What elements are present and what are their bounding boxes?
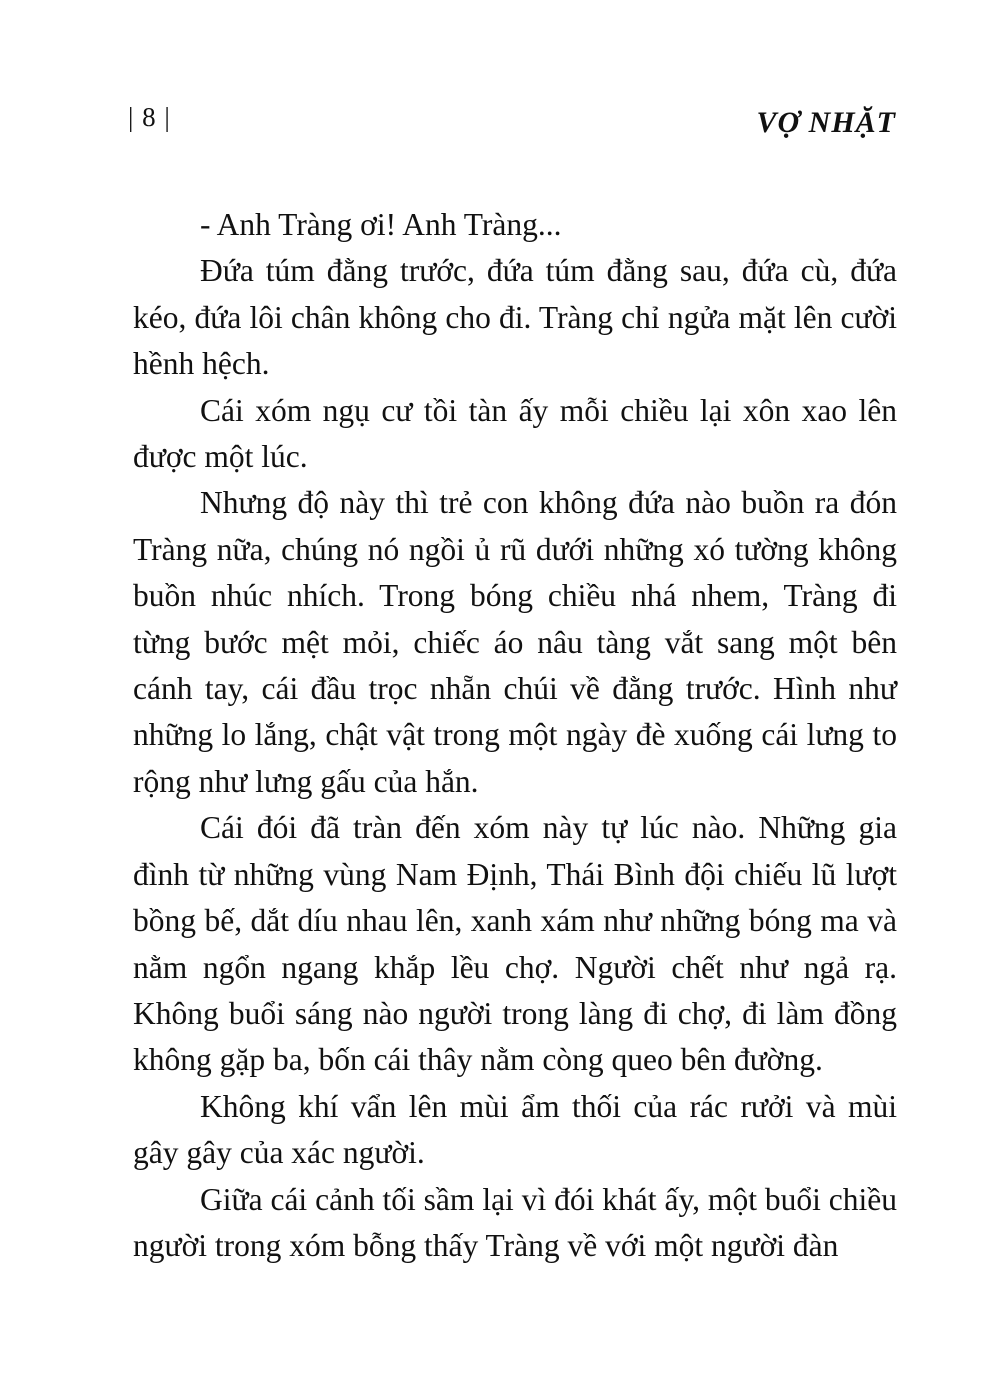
paragraph-5: Cái đói đã tràn đến xóm này tự lúc nào. Những gia đình từ những vùng Nam Định, Thái Bình đội chiếu lũ lượt bồng bế, dắt díu nhau lên, xanh xám như những bóng ma và nằm ngổn ngang khắp lều chợ. Người chết như ngả rạ. Không buổi sáng nào người trong làng đi chợ, đi làm đồng không gặp ba, bốn cái thây nằm còng queo bên đường. xyxy=(133,810,897,1078)
body-text xyxy=(133,202,897,1269)
paragraph-2: Đứa túm đằng trước, đứa túm đằng sau, đứa cù, đứa kéo, đứa lôi chân không cho đi. Tràng chỉ ngửa mặt lên cười hềnh hệch. xyxy=(133,253,897,382)
running-title: VỢ NHẶT xyxy=(756,106,896,139)
paragraph-6: Không khí vẩn lên mùi ẩm thối của rác rưởi và mùi gây gây của xác người. xyxy=(133,1088,897,1171)
paragraph-1: - Anh Tràng ơi! Anh Tràng... xyxy=(200,207,562,242)
paragraph-3: Cái xóm ngụ cư tồi tàn ấy mỗi chiều lại xôn xao lên được một lúc. xyxy=(133,392,897,475)
paragraph-4: Nhưng độ này thì trẻ con không đứa nào buồn ra đón Tràng nữa, chúng nó ngồi ủ rũ dưới những xó tường không buồn nhúc nhích. Trong bóng chiều nhá nhem, Tràng đi từng bước mệt mỏi, chiếc áo nâu tàng vắt sang một bên cánh tay, cái đầu trọc nhẵn chúi về đằng trước. Hình như những lo lắng, chật vật trong một ngày đè xuống cái lưng to rộng như lưng gấu của hắn. xyxy=(133,485,897,799)
paragraph-7: Giữa cái cảnh tối sầm lại vì đói khát ấy, một buổi chiều người trong xóm bỗng thấy Tràng về với một người đàn xyxy=(133,1181,897,1263)
page-number: | 8 | xyxy=(128,102,171,132)
